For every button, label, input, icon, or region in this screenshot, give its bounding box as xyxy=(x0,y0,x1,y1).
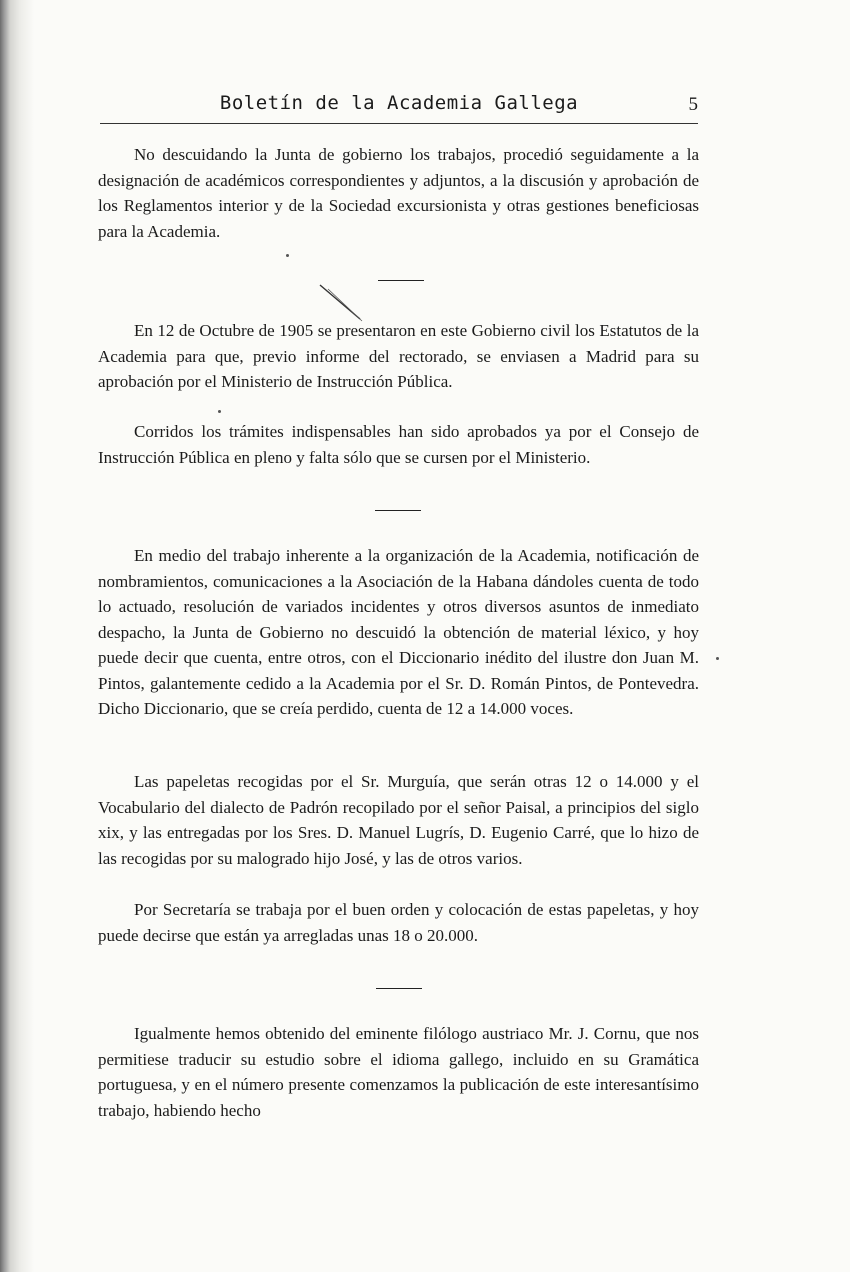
section-separator xyxy=(378,280,424,281)
ink-stroke-mark xyxy=(318,283,364,323)
section-separator xyxy=(375,510,421,511)
paragraph-estatutos: En 12 de Octubre de 1905 se presentaron en este Gobierno civil los Estatutos de la Academia para que, previo informe del rectorado, se enviasen a Madrid para su aprobación por el Ministerio de Instrucción Pública. xyxy=(98,321,699,391)
running-title: Boletín de la Academia Gallega xyxy=(219,92,579,114)
page-number: 5 xyxy=(688,94,698,115)
paragraph-junta-trabajos: No descuidando la Junta de gobierno los trabajos, procedió seguidamente a la designación de académicos correspondientes y adjuntos, a la discusión y aprobación de los Reglamentos interior y de la Sociedad excursionista y otras gestiones beneficiosas para la Academia. xyxy=(98,145,699,241)
page-header xyxy=(100,92,698,122)
scan-speck xyxy=(716,657,719,660)
scan-binding-edge xyxy=(0,0,34,1272)
paragraph-material-lexico: En medio del trabajo inherente a la organización de la Academia, notificación de nombramientos, comunicaciones a la Asociación de la Habana dándoles cuenta de todo lo actuado, resolución de variados incidentes y otros diversos asuntos de inmediato despacho, la Junta de Gobierno no descuidó la obtención de material léxico, y hoy puede decir que cuenta, entre otros, con el Diccionario inédito del ilustre don Juan M. Pintos, galantemente cedido a la Academia por el Sr. D. Román Pintos, de Pontevedra. Dicho Diccionario, que se creía perdido, cuenta de 12 a 14.000 voces. xyxy=(98,546,699,718)
scan-speck xyxy=(286,254,289,257)
paragraph-papeletas: Las papeletas recogidas por el Sr. Murguía, que serán otras 12 o 14.000 y el Vocabulario del dialecto de Padrón recopilado por el señor Paisal, a principios del siglo xix, y las entregadas por los Sres. D. Manuel Lugrís, D. Eugenio Carré, que lo hizo de las recogidas por su malogrado hijo José, y las de otros varios. xyxy=(98,772,699,868)
header-rule xyxy=(100,123,698,124)
paragraph-tramites: Corridos los trámites indispensables han sido aprobados ya por el Consejo de Instrucción Pública en pleno y falta sólo que se cursen por el Ministerio. xyxy=(98,422,699,467)
paragraph-secretaria: Por Secretaría se trabaja por el buen orden y colocación de estas papeletas, y hoy puede decirse que están ya arregladas unas 18 o 20.000. xyxy=(98,900,699,945)
paragraph-cornu: Igualmente hemos obtenido del eminente filólogo austriaco Mr. J. Cornu, que nos permitiese traducir su estudio sobre el idioma gallego, incluido en su Gramática portuguesa, y en el número presente comenzamos la publicación de este interesantísimo trabajo, habiendo hecho xyxy=(98,1024,699,1120)
scan-speck xyxy=(218,410,221,413)
section-separator xyxy=(376,988,422,989)
